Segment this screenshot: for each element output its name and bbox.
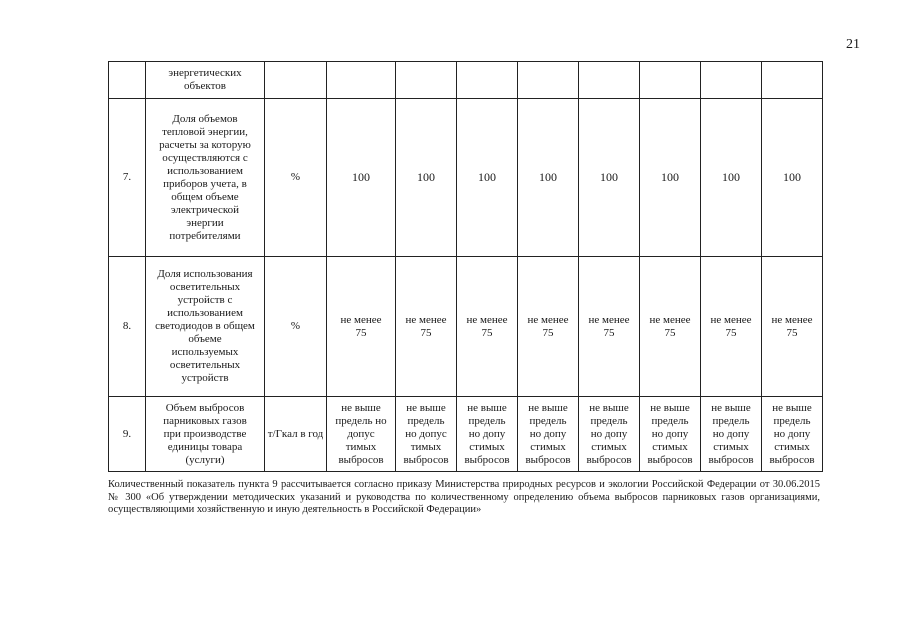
indicator-name-line: Доля использования <box>157 268 253 280</box>
value-line: но допу <box>712 427 750 440</box>
value-line: предель <box>773 414 811 427</box>
value-line: но допу <box>468 427 506 440</box>
value-cell <box>579 99 640 257</box>
value-cell <box>396 257 457 397</box>
indicator-name-line: парниковых газов <box>163 414 247 427</box>
value-cell <box>457 257 518 397</box>
value-cell <box>579 62 640 99</box>
indicator-name-line: светодиодов в общем <box>155 320 255 332</box>
indicator-name-line: тепловой энергии, <box>162 125 248 138</box>
table-row <box>109 99 823 257</box>
value-line: стимых <box>530 440 566 453</box>
indicator-name-line: использованием <box>167 164 243 177</box>
indicator-name-line: общем объеме <box>171 190 239 203</box>
indicator-name-cell <box>146 257 265 397</box>
value-line: не выше <box>467 401 507 414</box>
value-cell <box>701 62 762 99</box>
value-line: не выше <box>650 401 690 414</box>
value-line: 100 <box>352 170 370 184</box>
value-line: не менее <box>588 313 630 326</box>
value-cell <box>762 397 823 472</box>
indicator-name-line: энергии <box>186 216 224 229</box>
indicator-name-line: единицы товара <box>167 440 243 453</box>
value-line: 100 <box>539 170 557 184</box>
value-cell <box>701 257 762 397</box>
value-line: 75 <box>664 326 676 339</box>
value-line: выбросов <box>403 453 449 466</box>
value-line: 100 <box>661 170 679 184</box>
value-line: не выше <box>589 401 629 414</box>
footnote: Количественный показатель пункта 9 рассчитывается согласно приказу Министерства природных ресурсов и экологии Российской Федерации от 30.06.2015 № 300 «Об утверждении методических указаний и руководства по количественному определению объема выбросов парниковых газов организациями, осуществляющими хозяйственную и иную деятельность в Российской Федерации» <box>108 479 820 515</box>
value-cell <box>396 62 457 99</box>
value-line: стимых <box>469 440 505 453</box>
value-line: 75 <box>420 326 432 339</box>
value-line: не выше <box>528 401 568 414</box>
value-line: не менее <box>527 313 569 326</box>
indicator-name-line: устройств с <box>177 294 233 306</box>
table-body <box>109 62 823 472</box>
value-cell <box>579 397 640 472</box>
value-line: не выше <box>341 401 381 414</box>
indicators-table <box>108 61 823 472</box>
indicator-name-cell <box>146 99 265 257</box>
value-line: 75 <box>542 326 554 339</box>
indicator-name-line: электрической <box>170 203 240 216</box>
value-line: но допу <box>773 427 811 440</box>
value-cell <box>640 99 701 257</box>
page-number: 21 <box>846 37 860 52</box>
value-cell <box>579 257 640 397</box>
value-line: 100 <box>722 170 740 184</box>
value-line: не менее <box>466 313 508 326</box>
value-line: предель <box>468 414 506 427</box>
indicator-name-line: энергетических <box>168 67 242 79</box>
value-cell <box>640 397 701 472</box>
indicator-name-line: осуществляются с <box>162 151 248 164</box>
indicator-name-cell <box>146 62 265 99</box>
value-line: 75 <box>786 326 798 339</box>
value-line: 100 <box>600 170 618 184</box>
value-cell <box>457 397 518 472</box>
value-cell <box>396 397 457 472</box>
indicator-name-line: использованием <box>167 307 243 319</box>
unit-cell: т/Гкал в год <box>265 397 327 472</box>
value-cell <box>396 99 457 257</box>
value-line: 100 <box>478 170 496 184</box>
value-line: тимых <box>345 440 377 453</box>
value-cell <box>457 99 518 257</box>
indicator-name-line: (услуги) <box>185 453 225 466</box>
table-row <box>109 257 823 397</box>
value-cell <box>518 62 579 99</box>
value-line: предель <box>712 414 750 427</box>
indicator-name-line: объектов <box>184 80 226 92</box>
value-line: стимых <box>652 440 688 453</box>
indicator-name-line: расчеты за которую <box>159 138 251 151</box>
value-cell <box>327 397 396 472</box>
value-line: выбросов <box>525 453 571 466</box>
value-cell <box>762 99 823 257</box>
value-line: тимых <box>410 440 442 453</box>
value-line: 75 <box>355 326 367 339</box>
value-line: 75 <box>725 326 737 339</box>
indicator-name-line: устройств <box>181 372 229 384</box>
value-line: 100 <box>783 170 801 184</box>
unit-cell: % <box>265 257 327 397</box>
table-row-continued <box>109 62 823 99</box>
value-cell <box>457 62 518 99</box>
indicator-name-line: потребителями <box>169 229 241 242</box>
value-line: предель <box>590 414 628 427</box>
table-row <box>109 397 823 472</box>
value-line: выбросов <box>586 453 632 466</box>
value-cell <box>701 397 762 472</box>
value-line: выбросов <box>464 453 510 466</box>
value-cell <box>327 62 396 99</box>
indicator-name-cell <box>146 397 265 472</box>
value-cell <box>327 257 396 397</box>
value-line: стимых <box>713 440 749 453</box>
value-cell <box>640 62 701 99</box>
indicator-name-line: осветительных <box>169 359 241 371</box>
value-line: предель но <box>335 414 387 427</box>
value-line: но допу <box>529 427 567 440</box>
value-line: выбросов <box>647 453 693 466</box>
indicator-name-line: приборов учета, в <box>163 177 247 190</box>
value-cell <box>518 99 579 257</box>
value-line: 100 <box>417 170 435 184</box>
indicator-name-line: объеме <box>188 333 222 345</box>
value-line: не менее <box>710 313 752 326</box>
value-cell <box>762 257 823 397</box>
value-line: выбросов <box>708 453 754 466</box>
value-cell <box>762 62 823 99</box>
value-line: выбросов <box>338 453 384 466</box>
value-line: но допу <box>651 427 689 440</box>
indicator-name-line: при производстве <box>163 427 247 440</box>
value-line: предель <box>407 414 445 427</box>
row-number-cell <box>109 62 146 99</box>
value-line: допус <box>347 427 375 440</box>
value-line: стимых <box>774 440 810 453</box>
indicator-name-line: Доля объемов <box>172 112 238 125</box>
value-cell <box>701 99 762 257</box>
value-line: выбросов <box>769 453 815 466</box>
value-line: предель <box>651 414 689 427</box>
value-line: но допус <box>405 427 447 440</box>
value-cell <box>518 257 579 397</box>
row-number-cell: 8. <box>109 257 146 397</box>
value-cell <box>518 397 579 472</box>
value-cell <box>327 99 396 257</box>
unit-cell <box>265 62 327 99</box>
value-line: но допу <box>590 427 628 440</box>
value-line: 75 <box>603 326 615 339</box>
value-line: не выше <box>772 401 812 414</box>
row-number-cell: 9. <box>109 397 146 472</box>
value-line: не выше <box>711 401 751 414</box>
value-line: не менее <box>649 313 691 326</box>
value-line: предель <box>529 414 567 427</box>
row-number-cell: 7. <box>109 99 146 257</box>
indicator-name-line: осветительных <box>169 281 241 293</box>
value-line: не менее <box>340 313 382 326</box>
value-line: стимых <box>591 440 627 453</box>
indicator-name-line: используемых <box>171 346 239 358</box>
value-line: не менее <box>405 313 447 326</box>
value-cell <box>640 257 701 397</box>
value-line: не выше <box>406 401 446 414</box>
value-line: 75 <box>481 326 493 339</box>
unit-cell: % <box>265 99 327 257</box>
indicator-name-line: Объем выбросов <box>165 401 245 414</box>
value-line: не менее <box>771 313 813 326</box>
